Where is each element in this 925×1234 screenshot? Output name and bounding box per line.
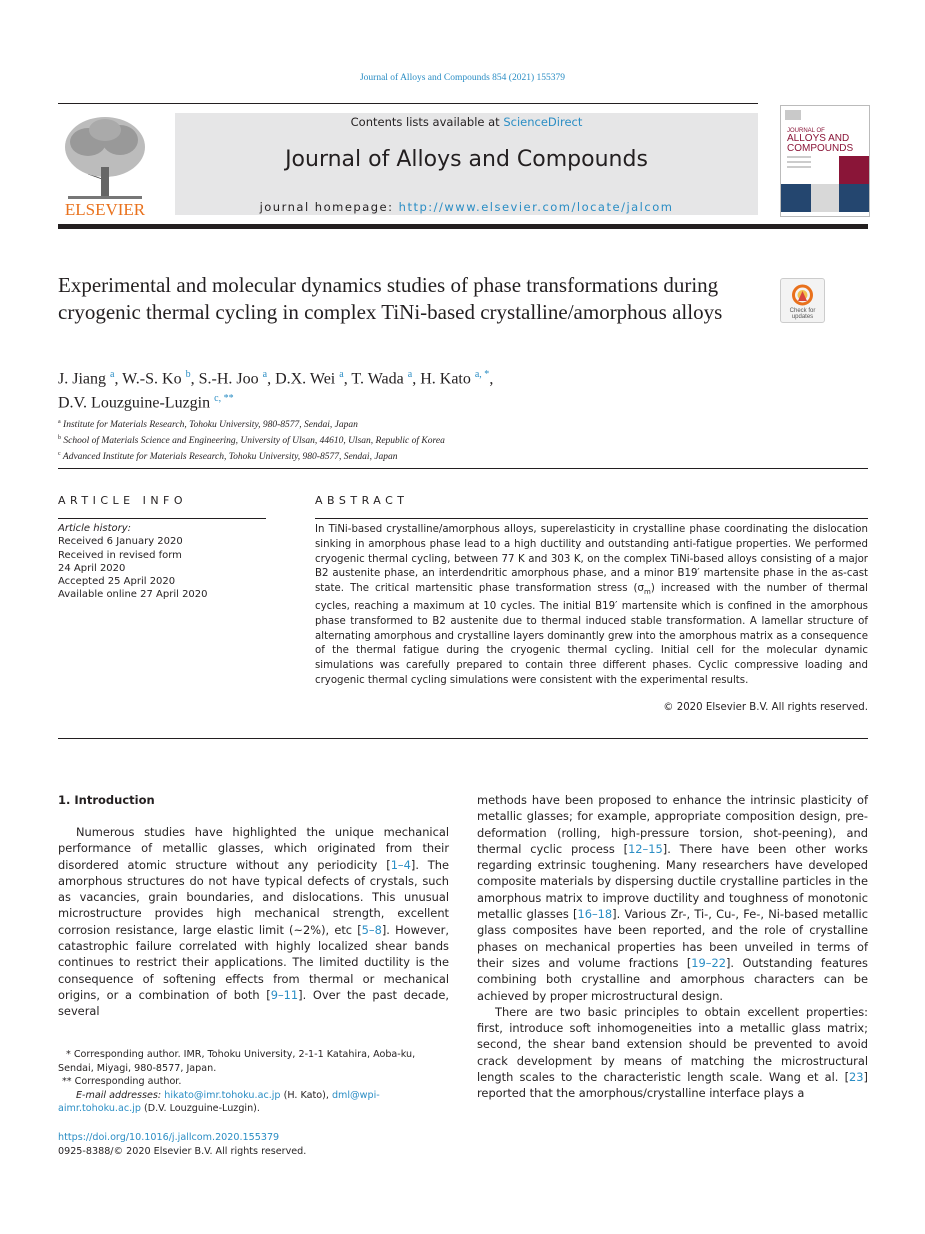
author-affil-mark[interactable]: a [339, 369, 344, 380]
author-name[interactable]: W.-S. Ko [122, 370, 182, 388]
article-history [58, 522, 268, 602]
section-heading: 1. Introduction [58, 793, 155, 807]
publisher-wordmark: ELSEVIER [64, 200, 146, 218]
citation-link[interactable]: 5–8 [361, 922, 382, 937]
abstract-rule [315, 518, 868, 519]
footnote: * Corresponding author. IMR, Tohoku University, 2-1-1 Katahira, Aoba-ku, Sendai, Miyagi, 980-8577, Japan. [58, 1049, 416, 1074]
author-affil-mark[interactable]: a [262, 369, 268, 380]
history-label: Article history: [58, 523, 132, 534]
body-column-right [477, 792, 868, 1102]
svg-text:Check for: Check for [789, 308, 816, 314]
history-entry: 24 April 2020 [58, 562, 126, 574]
section-rule [58, 468, 868, 469]
footnote-emails: E-mail addresses: hikato@imr.tohoku.ac.jp (H. Kato), dml@wpi-aimr.tohoku.ac.jp (D.V. Louzguine-Luzgin). [58, 1089, 380, 1114]
svg-text:JOURNAL OF: JOURNAL OF [787, 128, 825, 134]
author-name[interactable]: T. Wada [351, 370, 404, 388]
affiliations [58, 416, 818, 464]
history-entry: Received in revised form [58, 549, 182, 561]
journal-citation[interactable]: Journal of Alloys and Compounds 854 (2021) 155379 [359, 73, 566, 83]
author-affil-mark[interactable]: a [110, 369, 115, 380]
history-entry: Accepted 25 April 2020 [58, 576, 176, 588]
cover-image [781, 106, 869, 216]
check-for-updates-button[interactable] [780, 278, 825, 323]
journal-cover[interactable] [780, 105, 870, 217]
paragraph: methods have been proposed to enhance the intrinsic plasticity of metallic glasses; for example, appropriate composition design, pre-deformation (rolling, high-pressure torsion, shot-peening), and thermal cyclic process [12–15]. There have been other works regarding extrinsic toughening. Many researchers have developed composite materials by dispersing ductile crystalline particles in the amorphous matrix to improve ductility and toughness of monotonic metallic glasses [16–18]. Various Zr-, Ti-, Cu-, Fe-, Ni-based metallic glass composites have been reported, and the role of crystalline phases on mechanical properties has been unveiled in terms of their sizes and volume fractions [19–22]. Outstanding features combining both crystalline and amorphous characters can be achieved by proper microstructural design. [477, 793, 868, 1003]
citation-link[interactable]: 16–18 [577, 907, 613, 922]
article-info-rule [58, 518, 266, 519]
citation-link[interactable]: 9–11 [270, 987, 299, 1002]
elsevier-logo[interactable] [58, 112, 152, 218]
author-name[interactable]: D.X. Wei [275, 370, 336, 388]
sciencedirect-link[interactable]: ScienceDirect [503, 115, 583, 129]
header-rule [58, 103, 758, 104]
article-title: Experimental and molecular dynamics studies of phase transformations during cryogenic thermal cycling in complex TiNi-based crystalline/amorphous alloys [58, 273, 723, 324]
citation-link[interactable]: 12–15 [628, 841, 663, 856]
body-column-left [58, 824, 449, 1020]
citation-link[interactable]: 23 [849, 1070, 864, 1085]
article-info-heading: ARTICLE INFO [58, 494, 188, 507]
affiliation: $^b$ School of Materials Science and Engineering, University of Ulsan, 44610, Ulsan, Republic of Korea [58, 435, 445, 447]
abstract-copyright: © 2020 Elsevier B.V. All rights reserved. [663, 702, 868, 713]
paragraph: There are two basic principles to obtain excellent properties: first, introduce soft inhomogeneities into a metallic glass matrix; second, the shear band extension should be prevented to avoid crack development by means of matching the microstructural length scales to the characteristic length scale. Wang et al. [23] reported that the amorphous/crystalline interface plays a [477, 1004, 868, 1101]
email-link[interactable]: dml@wpi-aimr.tohoku.ac.jp [58, 1089, 380, 1114]
doi-block [58, 1131, 449, 1158]
issn-line: 0925-8388/© 2020 Elsevier B.V. All rights reserved. [58, 1145, 307, 1157]
svg-text:COMPOUNDS: COMPOUNDS [787, 143, 854, 154]
author-name[interactable]: S.-H. Joo [198, 370, 259, 388]
author-name[interactable]: D.V. Louzguine-Luzgin [58, 394, 211, 412]
email-link[interactable]: hikato@imr.tohoku.ac.jp [164, 1089, 281, 1101]
author-affil-mark[interactable]: c, ** [214, 393, 234, 405]
check-updates-icon [781, 279, 824, 322]
history-entry: Available online 27 April 2020 [58, 589, 208, 601]
svg-text:updates: updates [791, 314, 814, 320]
footnote: ** Corresponding author. [62, 1076, 182, 1087]
citation-link[interactable]: 1–4 [390, 857, 411, 872]
contents-prefix: Contents lists available at [350, 115, 504, 129]
author-name[interactable]: H. Kato [420, 370, 471, 388]
citation-link[interactable]: 19–22 [691, 955, 726, 970]
tree-icon [58, 112, 152, 218]
section-rule [58, 738, 868, 739]
footnotes [58, 1048, 449, 1116]
header-thick-rule [58, 224, 868, 229]
affiliation: $^a$ Institute for Materials Research, Tohoku University, 980-8577, Sendai, Japan [58, 419, 358, 431]
homepage-link[interactable]: http://www.elsevier.com/locate/jalcom [398, 200, 674, 214]
history-entry: Received 6 January 2020 [58, 536, 183, 548]
abstract-text: In TiNi-based crystalline/amorphous alloys, superelasticity in crystalline phase coordinating the dislocation sinking in amorphous phase lead to a high ductility and outstanding anti-fatigue properties. We performed cryogenic thermal cycling, between 77 K and 303 K, on the complex TiNi-based alloys consisting of a major B2 austenite phase, an interdendritic amorphous phase, and a minor B19′ martensite phase in the as-cast state. The critical martensitic phase transformation stress $(\sigma_m)$ increased with the number of thermal cycles, reaching a maximum at 10 cycles. The initial B19′ martensite which is confined in the amorphous phase transformed to B2 austenite due to thermal induced stable transformation. A lamellar structure of alternating amorphous and crystalline layers dominantly grew into the amorphous matrix as a consequence of the thermal fatigue during the cryogenic thermal cycling. Initial cell for the molecular dynamic simulations was carefully prepared to contain three different phases. Cyclic compressive loading and cryogenic thermal cycling simulations were consistent with the experimental results. [315, 524, 868, 686]
journal-title: Journal of Alloys and Compounds [285, 147, 648, 172]
affiliation: $^c$ Advanced Institute for Materials Research, Tohoku University, 980-8577, Sendai, Japan [58, 451, 398, 463]
contents-line [175, 115, 758, 129]
homepage-prefix: journal homepage: [259, 200, 399, 214]
doi-link[interactable]: https://doi.org/10.1016/j.jallcom.2020.155379 [58, 1132, 280, 1143]
abstract-heading: ABSTRACT [315, 494, 409, 507]
author-affil-mark[interactable]: a [407, 369, 413, 380]
author-affil-mark[interactable]: a, * [474, 369, 490, 380]
homepage-line [175, 200, 758, 214]
author-name[interactable]: J. Jiang [58, 370, 106, 388]
author-list: J. Jiang $^a$, W.-S. Ko $^b$, S.-H. Joo $^a$, D.X. Wei $^a$, T. Wada $^a$, H. Kato $^{a, *}$, D.V. Louzguine-Luzgin $^{c, **}$ [58, 369, 494, 412]
author-affil-mark[interactable]: b [185, 369, 191, 380]
svg-text:ALLOYS AND: ALLOYS AND [787, 133, 850, 144]
paragraph: Numerous studies have highlighted the unique mechanical performance of metallic glasses, which originated from their disordered atomic structure without any periodicity [1–4]. The amorphous structures do not have typical defects of crystals, such as vacancies, grain boundaries, and dislocations. This unusual microstructure provides high mechanical strength, excellent corrosion resistance, large elastic limit (~2%), etc [5–8]. However, catastrophic failure correlated with highly localized shear bands continues to restrict their applications. The limited ductility is the consequence of softening effects from thermal or mechanical origins, or a combination of both [9–11]. Over the past decade, several [58, 825, 449, 1019]
